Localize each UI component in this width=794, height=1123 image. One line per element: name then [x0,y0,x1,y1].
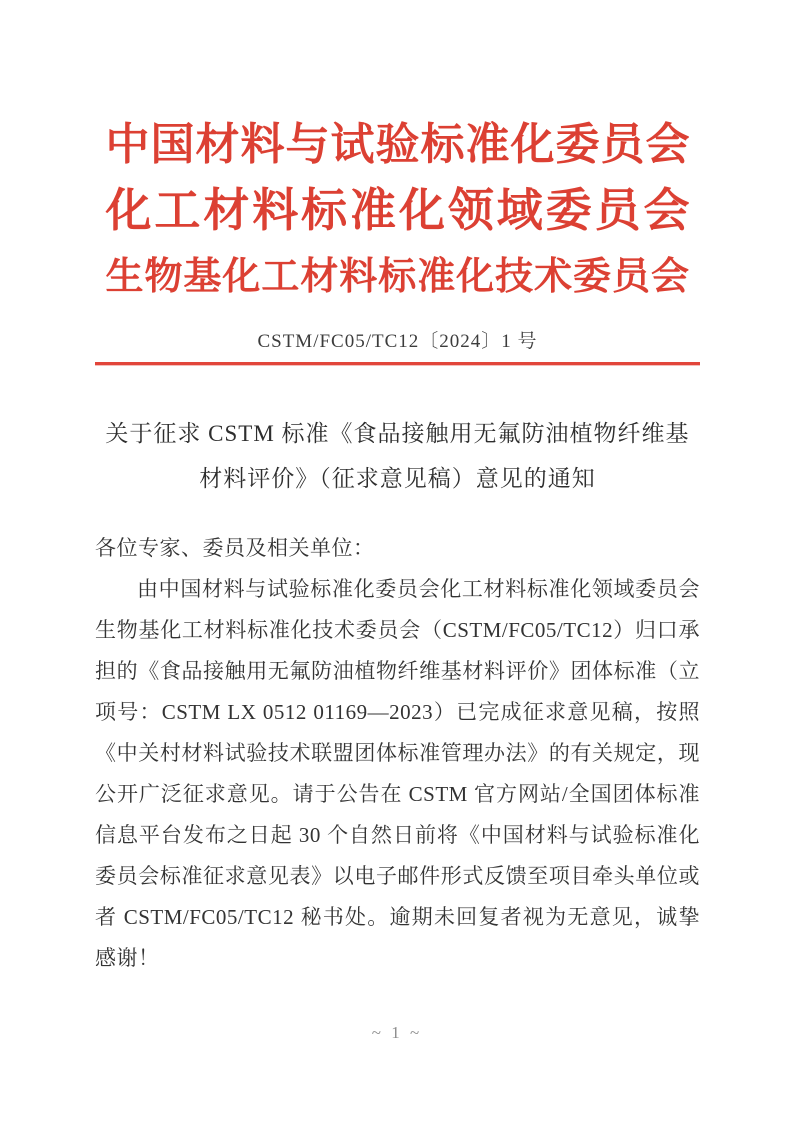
red-divider [95,362,700,365]
org-name-line-2: 化工材料标准化领域委员会 [105,185,690,236]
salutation: 各位专家、委员及相关单位： [95,536,375,560]
letterhead [106,112,690,310]
org-name-line-1: 中国材料与试验标准化委员会 [105,120,690,169]
org-name-line-3: 生物基化工材料标准化技术委员会 [105,256,690,298]
document-number: CSTM/FC05/TC12〔2024〕1 号 [257,331,538,352]
page-number: ~ 1 ~ [371,1023,423,1042]
notice-title-line-2: 材料评价》（征求意见稿）意见的通知 [199,466,596,491]
body-paragraph: 由中国材料与试验标准化委员会化工材料标准化领域委员会生物基化工材料标准化技术委员会（CSTM/FC05/TC12）归口承担的《食品接触用无氟防油植物纤维基材料评价》团体标准（立项号：CSTM LX 0512 01169—2023）已完成征求意见稿，按照《中关村材料试验技术联盟团体标准管理办法》的有关规定，现公开广泛征求意见。请于公告在 CSTM 官方网站/全国团体标准信息平台发布之日起 30 个自然日前将《中国材料与试验标准化委员会标准征求意见表》以电子邮件形式反馈至项目牵头单位或者 CSTM/FC05/TC12 秘书处。逾期未回复者视为无意见，诚挚感谢！ [95,577,700,970]
notice-title [95,411,700,501]
notice-title-line-1: 关于征求 CSTM 标准《食品接触用无氟防油植物纤维基 [105,421,690,446]
content-column [0,112,794,979]
